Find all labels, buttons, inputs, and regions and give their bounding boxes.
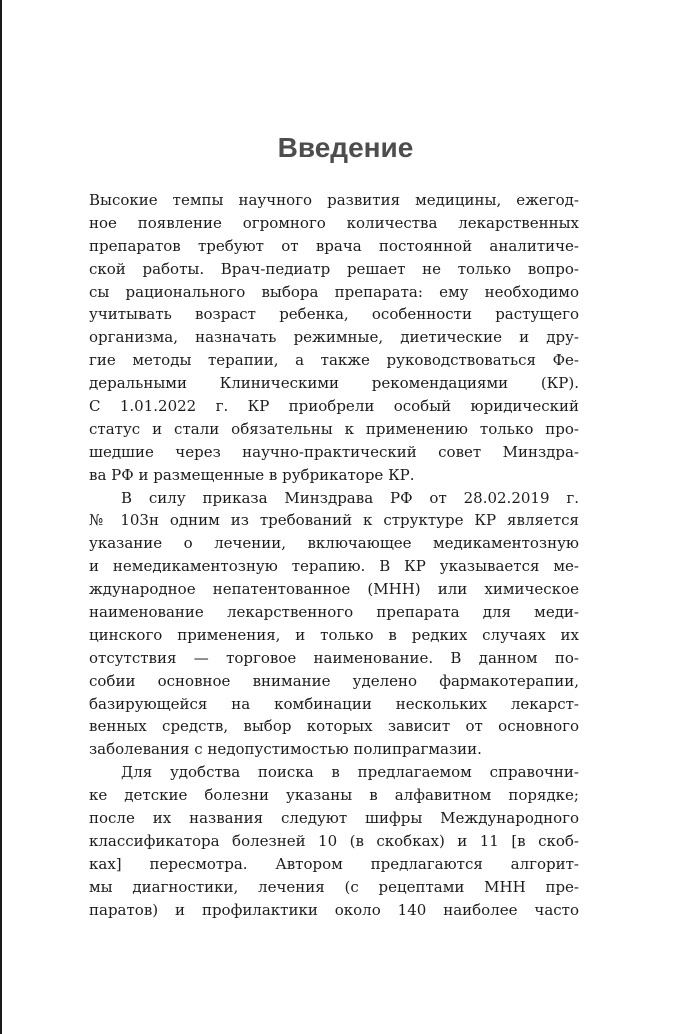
text-line: ках] пересмотра. Автором предлагаются алгорит- — [89, 854, 579, 873]
text-line: цинского применения, и только в редких случаях их — [89, 625, 579, 644]
text-line: статус и стали обязательны к применению только про- — [89, 419, 579, 438]
text-line: С 1.01.2022 г. КР приобрели особый юридический — [89, 397, 579, 416]
text-line: ное появление огромного количества лекарственных — [89, 213, 579, 232]
text-line: и немедикаментозную терапию. В КР указывается ме- — [89, 557, 579, 576]
body-text — [89, 189, 579, 922]
text-line: заболевания с недопустимостью полипрагмазии. — [89, 740, 482, 759]
text-line: В силу приказа Минздрава РФ от 28.02.2019 г. — [121, 488, 579, 507]
text-line: сы рационального выбора препарата: ему необходимо — [89, 282, 579, 301]
text-line: ской работы. Врач-педиатр решает не только вопро- — [89, 259, 579, 278]
paragraph-2 — [89, 487, 579, 762]
text-line: ке детские болезни указаны в алфавитном порядке; — [89, 786, 579, 805]
text-line: деральными Клиническими рекомендациями (КР). — [89, 374, 579, 393]
paragraph-3 — [89, 761, 579, 921]
text-line: № 103н одним из требований к структуре КР является — [89, 511, 579, 530]
text-line: отсутствия — торговое наименование. В данном по- — [89, 648, 579, 667]
text-line: Высокие темпы научного развития медицины, ежегод- — [89, 191, 579, 209]
text-line: указание о лечении, включающее медикаментозную — [89, 534, 579, 553]
text-line: ва РФ и размещенные в рубрикаторе КР. — [89, 465, 415, 484]
text-line: ждународное непатентованное (МНН) или химическое — [89, 580, 579, 599]
text-line: базирующейся на комбинации нескольких лекарст- — [89, 694, 579, 713]
text-line: гие методы терапии, а также руководствоваться Фе- — [89, 351, 579, 370]
text-line: учитывать возраст ребенка, особенности растущего — [89, 305, 579, 324]
text-line: шедшие через научно-практический совет Минздра- — [89, 442, 579, 461]
text-line: собии основное внимание уделено фармакотерапии, — [89, 671, 579, 690]
text-line: венных средств, выбор которых зависит от основного — [89, 717, 579, 736]
text-line: наименование лекарственного препарата для меди- — [89, 603, 579, 622]
text-line: препаратов требуют от врача постоянной аналитиче- — [89, 236, 579, 255]
page-title: Введение — [277, 132, 414, 163]
text-line: мы диагностики, лечения (с рецептами МНН пре- — [89, 877, 579, 896]
text-line: Для удобства поиска в предлагаемом справочни- — [121, 763, 579, 782]
text-line: организма, назначать режимные, диетические и дру- — [89, 328, 579, 347]
paragraph-1 — [89, 189, 579, 487]
text-line: классификатора болезней 10 (в скобках) и 11 [в скоб- — [89, 831, 579, 850]
text-line: после их названия следуют шифры Международного — [89, 809, 579, 828]
text-line: паратов) и профилактики около 140 наиболее часто — [89, 900, 579, 919]
